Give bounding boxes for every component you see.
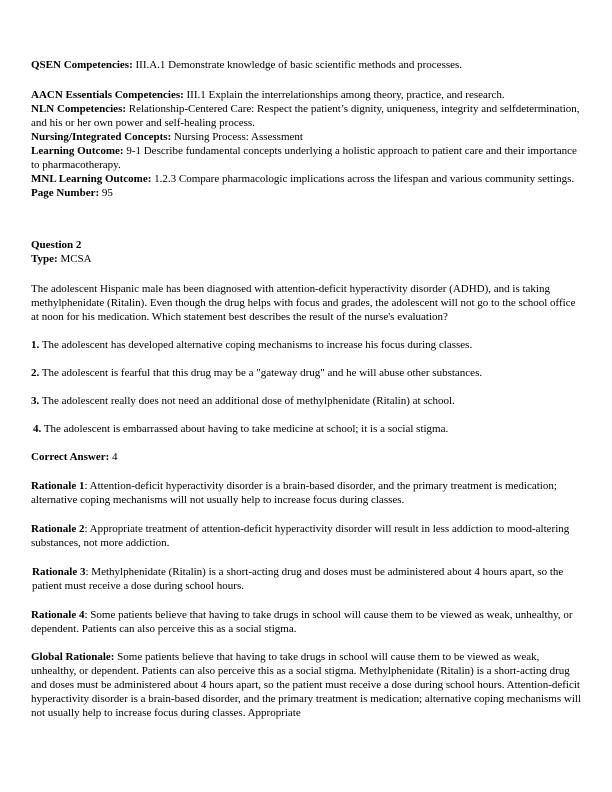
rationale-text: : Appropriate treatment of attention-deficit hyperactivity disorder will result in less addiction to mood-altering substances, not more addiction. [31, 523, 570, 549]
global-rationale-label: Global Rationale: [31, 651, 115, 663]
correct-answer [31, 450, 581, 464]
question-title [31, 238, 581, 252]
question-type-value: MCSA [60, 253, 92, 265]
mnl-text: 1.2.3 Compare pharmacologic implications across the lifespan and various community settings. [154, 173, 575, 185]
rationale-2 [31, 522, 581, 550]
mnl-label: MNL Learning Outcome: [31, 173, 152, 185]
option-text: The adolescent has developed alternative coping mechanisms to increase his focus during classes. [41, 339, 473, 351]
global-rationale-text: Some patients believe that having to take drugs in school will cause them to be viewed as weak, unhealthy, or dependent. Patients can also perceive this as a social stigma. Methylphenidate (Ritalin) is a short-acting drug and doses must be administered about 4 hours apart, so the patient must receive a dose during school hours. Attention-deficit hyperactivity disorder is a brain-based disorder, and the primary treatment is medication; alternative coping mechanisms will not usually help to increase focus during classes. Appropriate [31, 651, 581, 719]
rationale-4 [31, 608, 581, 636]
page-number [31, 186, 581, 200]
rationale-text: : Some patients believe that having to take drugs in school will cause them to be viewed as weak, unhealthy, or dependent. Patients can also perceive this as a social stigma. [31, 609, 573, 635]
nursing-concepts [31, 130, 581, 144]
option-number: 1. [31, 339, 40, 351]
rationale-label: Rationale 4 [31, 609, 85, 621]
option-number: 3. [31, 395, 40, 407]
rationale-label: Rationale 1 [31, 480, 85, 492]
rationale-text: : Attention-deficit hyperactivity disorder is a brain-based disorder, and the primary treatment is medication; alternative coping mechanisms will not usually help to increase focus during classes. [31, 480, 557, 506]
global-rationale [31, 650, 581, 720]
rationale-label: Rationale 2 [31, 523, 85, 535]
qsen-text: III.A.1 Demonstrate knowledge of basic scientific methods and processes. [135, 59, 463, 71]
aacn-competencies [31, 88, 581, 102]
answer-option-3 [31, 394, 581, 408]
option-text: The adolescent is embarrassed about having to take medicine at school; it is a social stigma. [43, 423, 449, 435]
option-text: The adolescent is fearful that this drug may be a "gateway drug" and he will abuse other substances. [41, 367, 483, 379]
document-page [31, 58, 581, 720]
answer-option-1 [31, 338, 581, 352]
question-type-label: Type: [31, 253, 58, 265]
aacn-label: AACN Essentials Competencies: [31, 89, 184, 101]
qsen-competencies [31, 58, 581, 72]
option-number: 2. [31, 367, 40, 379]
question-title-text: Question 2 [31, 239, 82, 251]
correct-answer-value: 4 [112, 451, 118, 463]
nursing-label: Nursing/Integrated Concepts: [31, 131, 172, 143]
rationale-label: Rationale 3 [32, 566, 86, 578]
rationale-3 [31, 565, 581, 593]
nln-text: Relationship-Centered Care: Respect the patient’s dignity, uniqueness, integrity and selfdetermination, and his or her own power and self-healing process. [31, 103, 580, 129]
learning-text: 9-1 Describe fundamental concepts underlying a holistic approach to patient care and their importance to pharmacotherapy. [31, 145, 577, 171]
qsen-label: QSEN Competencies: [31, 59, 133, 71]
answer-option-2 [31, 366, 581, 380]
question-stem: The adolescent Hispanic male has been diagnosed with attention-deficit hyperactivity disorder (ADHD), and is taking methylphenidate (Ritalin). Even though the drug helps with focus and grades, the adolescent will not go to the school office at noon for his medication. Which statement best describes the result of the nurse's evaluation? [31, 283, 576, 323]
nursing-text: Nursing Process: Assessment [174, 131, 303, 143]
mnl-learning-outcome [31, 172, 581, 186]
rationale-1 [31, 479, 581, 507]
option-number: 4. [33, 423, 42, 435]
question-type [31, 252, 581, 266]
correct-answer-label: Correct Answer: [31, 451, 110, 463]
nln-competencies [31, 102, 581, 130]
nln-label: NLN Competencies: [31, 103, 127, 115]
learning-outcome [31, 144, 581, 172]
learning-label: Learning Outcome: [31, 145, 124, 157]
answer-option-4 [31, 422, 581, 436]
page-label: Page Number: [31, 187, 100, 199]
aacn-text: III.1 Explain the interrelationships among theory, practice, and research. [186, 89, 505, 101]
rationale-text: : Methylphenidate (Ritalin) is a short-acting drug and doses must be administered about 4 hours apart, so the patient must receive a dose during school hours. [32, 566, 564, 592]
page-value: 95 [101, 187, 113, 199]
option-text: The adolescent really does not need an additional dose of methylphenidate (Ritalin) at school. [41, 395, 455, 407]
